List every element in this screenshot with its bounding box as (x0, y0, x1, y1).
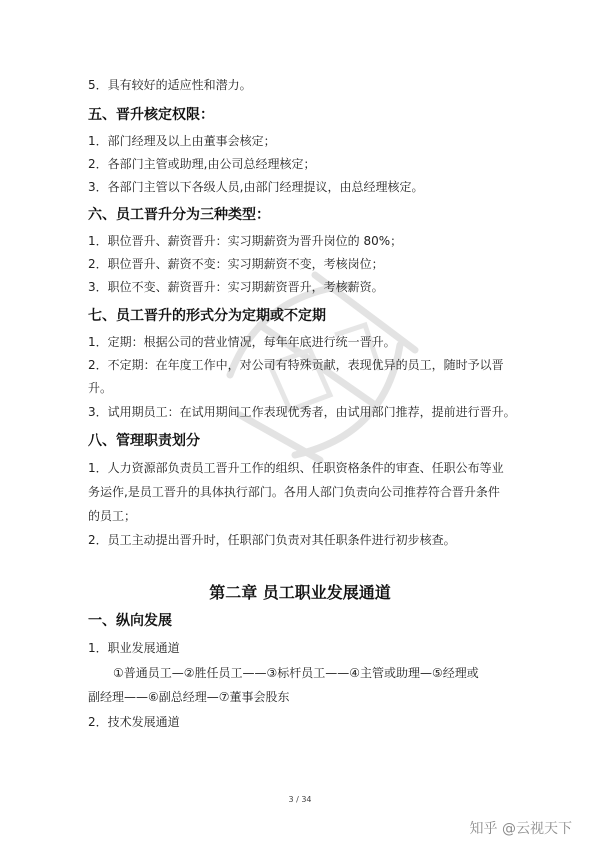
top-line: 5．具有较好的适应性和潜力。 (88, 78, 252, 92)
section-6-heading: 六、员工晋升分为三种类型： (88, 207, 270, 223)
vertical-development-item: 副经理——⑥副总经理—⑦董事会股东 (88, 690, 290, 704)
vertical-development-heading: 一、纵向发展 (88, 613, 172, 629)
section-7-item: 3．试用期员工：在试用期间工作表现优秀者，由试用部门推荐，提前进行晋升。 (88, 405, 516, 419)
section-7-heading: 七、员工晋升的形式分为定期或不定期 (88, 308, 326, 324)
section-6-item: 2．职位晋升、薪资不变：实习期薪资不变，考核岗位； (88, 257, 384, 271)
section-8-item: 1．人力资源部负责员工晋升工作的组织、任职资格条件的审查、任职公布等业 (88, 461, 504, 475)
section-5-item: 1．部门经理及以上由董事会核定； (88, 134, 276, 148)
section-6-item: 1．职位晋升、薪资晋升：实习期薪资为晋升岗位的 80%； (88, 234, 403, 248)
chapter-title: 第二章 员工职业发展通道 (209, 583, 391, 602)
page-number: 3 / 34 (288, 795, 312, 804)
section-7-item: 升。 (88, 381, 113, 395)
section-8-item: 2．员工主动提出晋升时，任职部门负责对其任职条件进行初步核查。 (88, 533, 456, 547)
vertical-development-item: 2．技术发展通道 (88, 715, 180, 729)
section-7-item: 2．不定期：在年度工作中，对公司有特殊贡献，表现优异的员工，随时予以晋 (88, 358, 504, 372)
section-6-item: 3．职位不变、薪资晋升：实习期薪资晋升，考核薪资。 (88, 280, 384, 294)
vertical-development-item: 1．职业发展通道 (88, 641, 180, 655)
section-5-heading: 五、晋升核定权限： (88, 107, 214, 123)
section-5-item: 2．各部门主管或助理,由公司总经理核定； (88, 157, 316, 171)
source-credit: 知乎 @云视天下 (469, 821, 572, 837)
section-8-item: 务运作,是员工晋升的具体执行部门。各用人部门负责向公司推荐符合晋升条件 (88, 485, 500, 499)
section-8-heading: 八、管理职责划分 (88, 433, 200, 449)
section-7-item: 1．定期：根据公司的营业情况，每年年底进行统一晋升。 (88, 335, 396, 349)
section-8-item: 的员工； (88, 509, 137, 523)
vertical-development-item: ①普通员工—②胜任员工——③标杆员工——④主管或助理—⑤经理或 (113, 666, 479, 680)
section-5-item: 3．各部门主管以下各级人员,由部门经理提议，由总经理核定。 (88, 180, 424, 194)
